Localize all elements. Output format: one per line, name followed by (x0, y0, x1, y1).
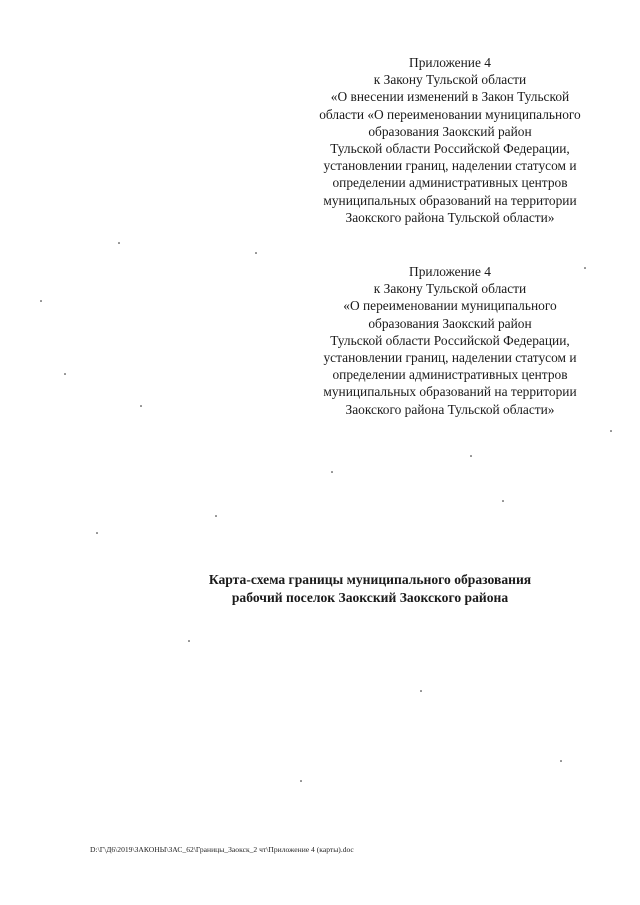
map-title-line: рабочий поселок Заокский Заокского района (231, 590, 509, 605)
appendix-header-amendment (290, 54, 610, 226)
appendix-law-title-line: области «О переименовании муниципального (319, 106, 581, 122)
appendix-law-ref: к Закону Тульской области (373, 281, 527, 297)
appendix-law-title-line: муниципальных образований на территории (323, 192, 577, 208)
appendix-law-title-line: определении административных центров (332, 367, 568, 383)
appendix-law-ref: к Закону Тульской области (373, 72, 527, 88)
appendix-law-title-line: Заокского района Тульской области» (345, 209, 555, 225)
map-scheme-title (150, 571, 590, 607)
appendix-law-title-line: образования Заокский район (368, 123, 532, 139)
appendix-number: Приложение 4 (409, 55, 491, 70)
footer-file-path: D:\Г\Д6\2019\ЗАКОНЫ\ЗАС_62\Границы_Заокск_2 чт\Приложение 4 (карты).doc (90, 845, 354, 854)
appendix-law-title-line: «О внесении изменений в Закон Тульской (330, 89, 570, 105)
appendix-law-title-line: Тульской области Российской Федерации, (330, 141, 570, 157)
appendix-law-title-line: Заокского района Тульской области» (345, 401, 555, 417)
appendix-law-title-line: муниципальных образований на территории (323, 384, 577, 400)
appendix-law-title-line: образования Заокский район (368, 315, 532, 331)
appendix-header-original (290, 263, 610, 418)
appendix-law-title-line: установлении границ, наделении статусом и (323, 158, 577, 174)
appendix-law-title-line: Тульской области Российской Федерации, (330, 332, 570, 348)
appendix-law-title-line: определении административных центров (332, 175, 568, 191)
appendix-number: Приложение 4 (409, 264, 491, 279)
appendix-law-title-line: установлении границ, наделении статусом и (323, 350, 577, 366)
map-title-line: Карта-схема границы муниципального образования (208, 572, 532, 587)
appendix-law-title-line: «О переименовании муниципального (343, 298, 557, 314)
